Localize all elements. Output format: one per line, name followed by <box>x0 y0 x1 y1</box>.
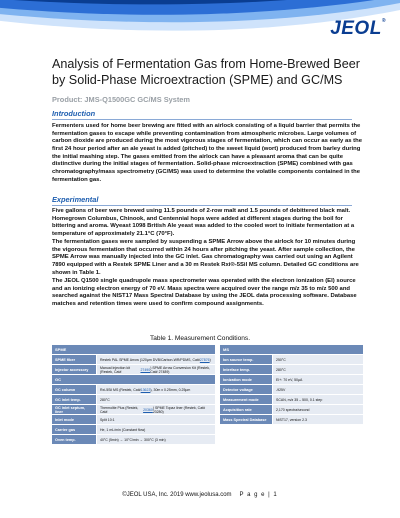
page-title: Analysis of Fermentation Gas from Home-Brewed Beer by Solid-Phase Microextraction (SPME) and GC/MS <box>52 57 360 87</box>
table-row <box>220 415 363 424</box>
section-rule <box>52 205 352 206</box>
table-row-value: Thermolite Plus (Restek, Cat# 20360 ) SPME Topaz liner (Restek, Cat# 23280) <box>97 405 215 414</box>
table-row-value: 250°C <box>273 355 363 364</box>
footer-copyright: ©JEOL USA, Inc. 2019 www.jeolusa.com <box>122 492 232 498</box>
table-row-value: Rxi-5Sil MS (Restek, Cat# 13623 ), 30m x 0.25mm, 0.25µm <box>97 385 215 394</box>
table-row <box>52 425 215 434</box>
introduction-heading: Introduction <box>52 109 95 118</box>
table-row <box>52 415 215 424</box>
table-row <box>220 385 363 394</box>
table-row <box>52 405 215 414</box>
page-number: P a g e | 1 <box>239 492 278 498</box>
catalog-link[interactable]: 27490 <box>140 367 151 372</box>
table-row <box>52 355 215 364</box>
table-row <box>52 395 215 404</box>
table-row <box>220 355 363 364</box>
table-row-label: Inlet mode <box>52 415 96 424</box>
table-row-value: EI+: 70 eV, 50µA <box>273 375 363 384</box>
table-row-label: Oven temp. <box>52 435 96 444</box>
table-row-label: Detector voltage <box>220 385 272 394</box>
header-band <box>0 0 400 52</box>
table-row-label: Injector accessory <box>52 365 96 374</box>
catalog-link[interactable]: 27876 <box>199 357 210 362</box>
experimental-paragraph-3: The JEOL Q1500 single quadrupole mass spectrometer was operated with the electron ionization (EI) source and an ionizing electron energy of 70 eV. Mass spectra were acquired over the range m/z 35 to m/z 500 and searched against the NIST17 Mass Spectral Database by using the JEOL data processing software. Database matches and retention times were used to confirm compound assignments. <box>52 278 357 307</box>
table-row-value: 280°C <box>97 395 215 404</box>
section-rule <box>52 119 352 120</box>
page-footer <box>0 492 400 498</box>
table-row-value: Split 10:1 <box>97 415 215 424</box>
table-caption: Table 1. Measurement Conditions. <box>149 335 251 342</box>
table-row-value: He, 1 mL/min (Constant flow) <box>97 425 215 434</box>
table-row-value: 2,170 spectra/second <box>273 405 363 414</box>
table-row <box>52 345 215 354</box>
table-row-label: SPME fiber <box>52 355 96 364</box>
table-row <box>52 365 215 374</box>
table-row-label: GC column <box>52 385 96 394</box>
table-row-label: Mass Spectral Database <box>220 415 272 424</box>
table-row <box>220 345 363 354</box>
table-row-value: 280°C <box>273 365 363 374</box>
table-row-value: NIST17, version 2.3 <box>273 415 363 424</box>
table-row <box>220 365 363 374</box>
table-row <box>220 375 363 384</box>
jeol-logo: JEOL® <box>330 18 386 39</box>
experimental-heading: Experimental <box>52 195 98 204</box>
introduction-body: Fermenters used for home beer brewing are fitted with an airlock consisting of a liquid barrier that permits the fermentation gases to escape while preventing contamination from atmospheric microbes. Large volumes of carbon dioxide are produced during the most vigorous stages of fermentation, which can occur as early as the first 24 hour period after an ale yeast is added (pitched) to the sweet liquid (wort) produced from barley during the initial mashing step. The gases emitted from the airlock can have a pleasant aroma that can be quite distinctive during the initial stages of fermentation. Solid-phase microextraction (SPME) combined with gas chromatography/mass spectrometry (GC/MS) was used to determine the volatile components contained in the fermentation gas. <box>52 123 362 183</box>
table-row-value: -925V <box>273 385 363 394</box>
table-row-label: Acquisition rate <box>220 405 272 414</box>
table-row-value: Restek PAL SPME Arrow (120µm DVB/Carbon-WR/PDMS, Cat# 27876 ) <box>97 355 215 364</box>
product-line: Product: JMS-Q1500GC GC/MS System <box>52 95 190 104</box>
table-group-header: SPME <box>52 345 215 354</box>
table-row <box>220 395 363 404</box>
table-row <box>52 435 215 444</box>
table-row-value: 40°C (5min) → 10°C/min → 300°C (3 min) <box>97 435 215 444</box>
table-row <box>52 385 215 394</box>
catalog-link[interactable]: 20360 <box>143 407 153 412</box>
table-row-label: Carrier gas <box>52 425 96 434</box>
table-row-label: Ionization mode <box>220 375 272 384</box>
table-row-label: Ion source temp. <box>220 355 272 364</box>
catalog-link[interactable]: 13623 <box>140 387 151 392</box>
table-row-value: SCAN, m/z 35 – 500, 0.1 step <box>273 395 363 404</box>
table-row <box>52 375 215 384</box>
table-group-header: MS <box>220 345 363 354</box>
table-row-label: Measurement mode <box>220 395 272 404</box>
experimental-paragraph-1: Five gallons of beer were brewed using 11.5 pounds of 2-row malt and 1.5 pounds of debittered black malt. Homegrown Columbus, Chinook, and Centennial hops were added at different stages during the boil for bittering and aroma. Wyeast 1098 British Ale yeast was added to the cooled wort to initiate fermentation at a temperature of approximately 21.1°C (70°F). <box>52 208 355 237</box>
experimental-paragraph-2: The fermentation gases were sampled by suspending a SPME Arrow above the airlock for 10 minutes during the vigorous fermentation that occurred within 24 hours after pitching the yeast. After sample collection, the SPME Arrow was manually injected into the GC inlet. Gas chromatography was carried out using an Agilent 7890 equipped with a Restek SPME Liner and a 30 m Restek Rxi®-5Sil MS column. Detailed GC conditions are shown in Table 1. <box>52 239 359 276</box>
table-row-label: Interface temp. <box>220 365 272 374</box>
table-group-header: GC <box>52 375 215 384</box>
table-row <box>220 405 363 414</box>
table-row-value: Manual Injection kit (Restek, Cat# 27490 ) SPME Arrow Conversion Kit (Restek, Cat# 27489) <box>97 365 215 374</box>
table-row-label: GC inlet septum, liner <box>52 405 96 414</box>
table-row-label: GC inlet temp. <box>52 395 96 404</box>
